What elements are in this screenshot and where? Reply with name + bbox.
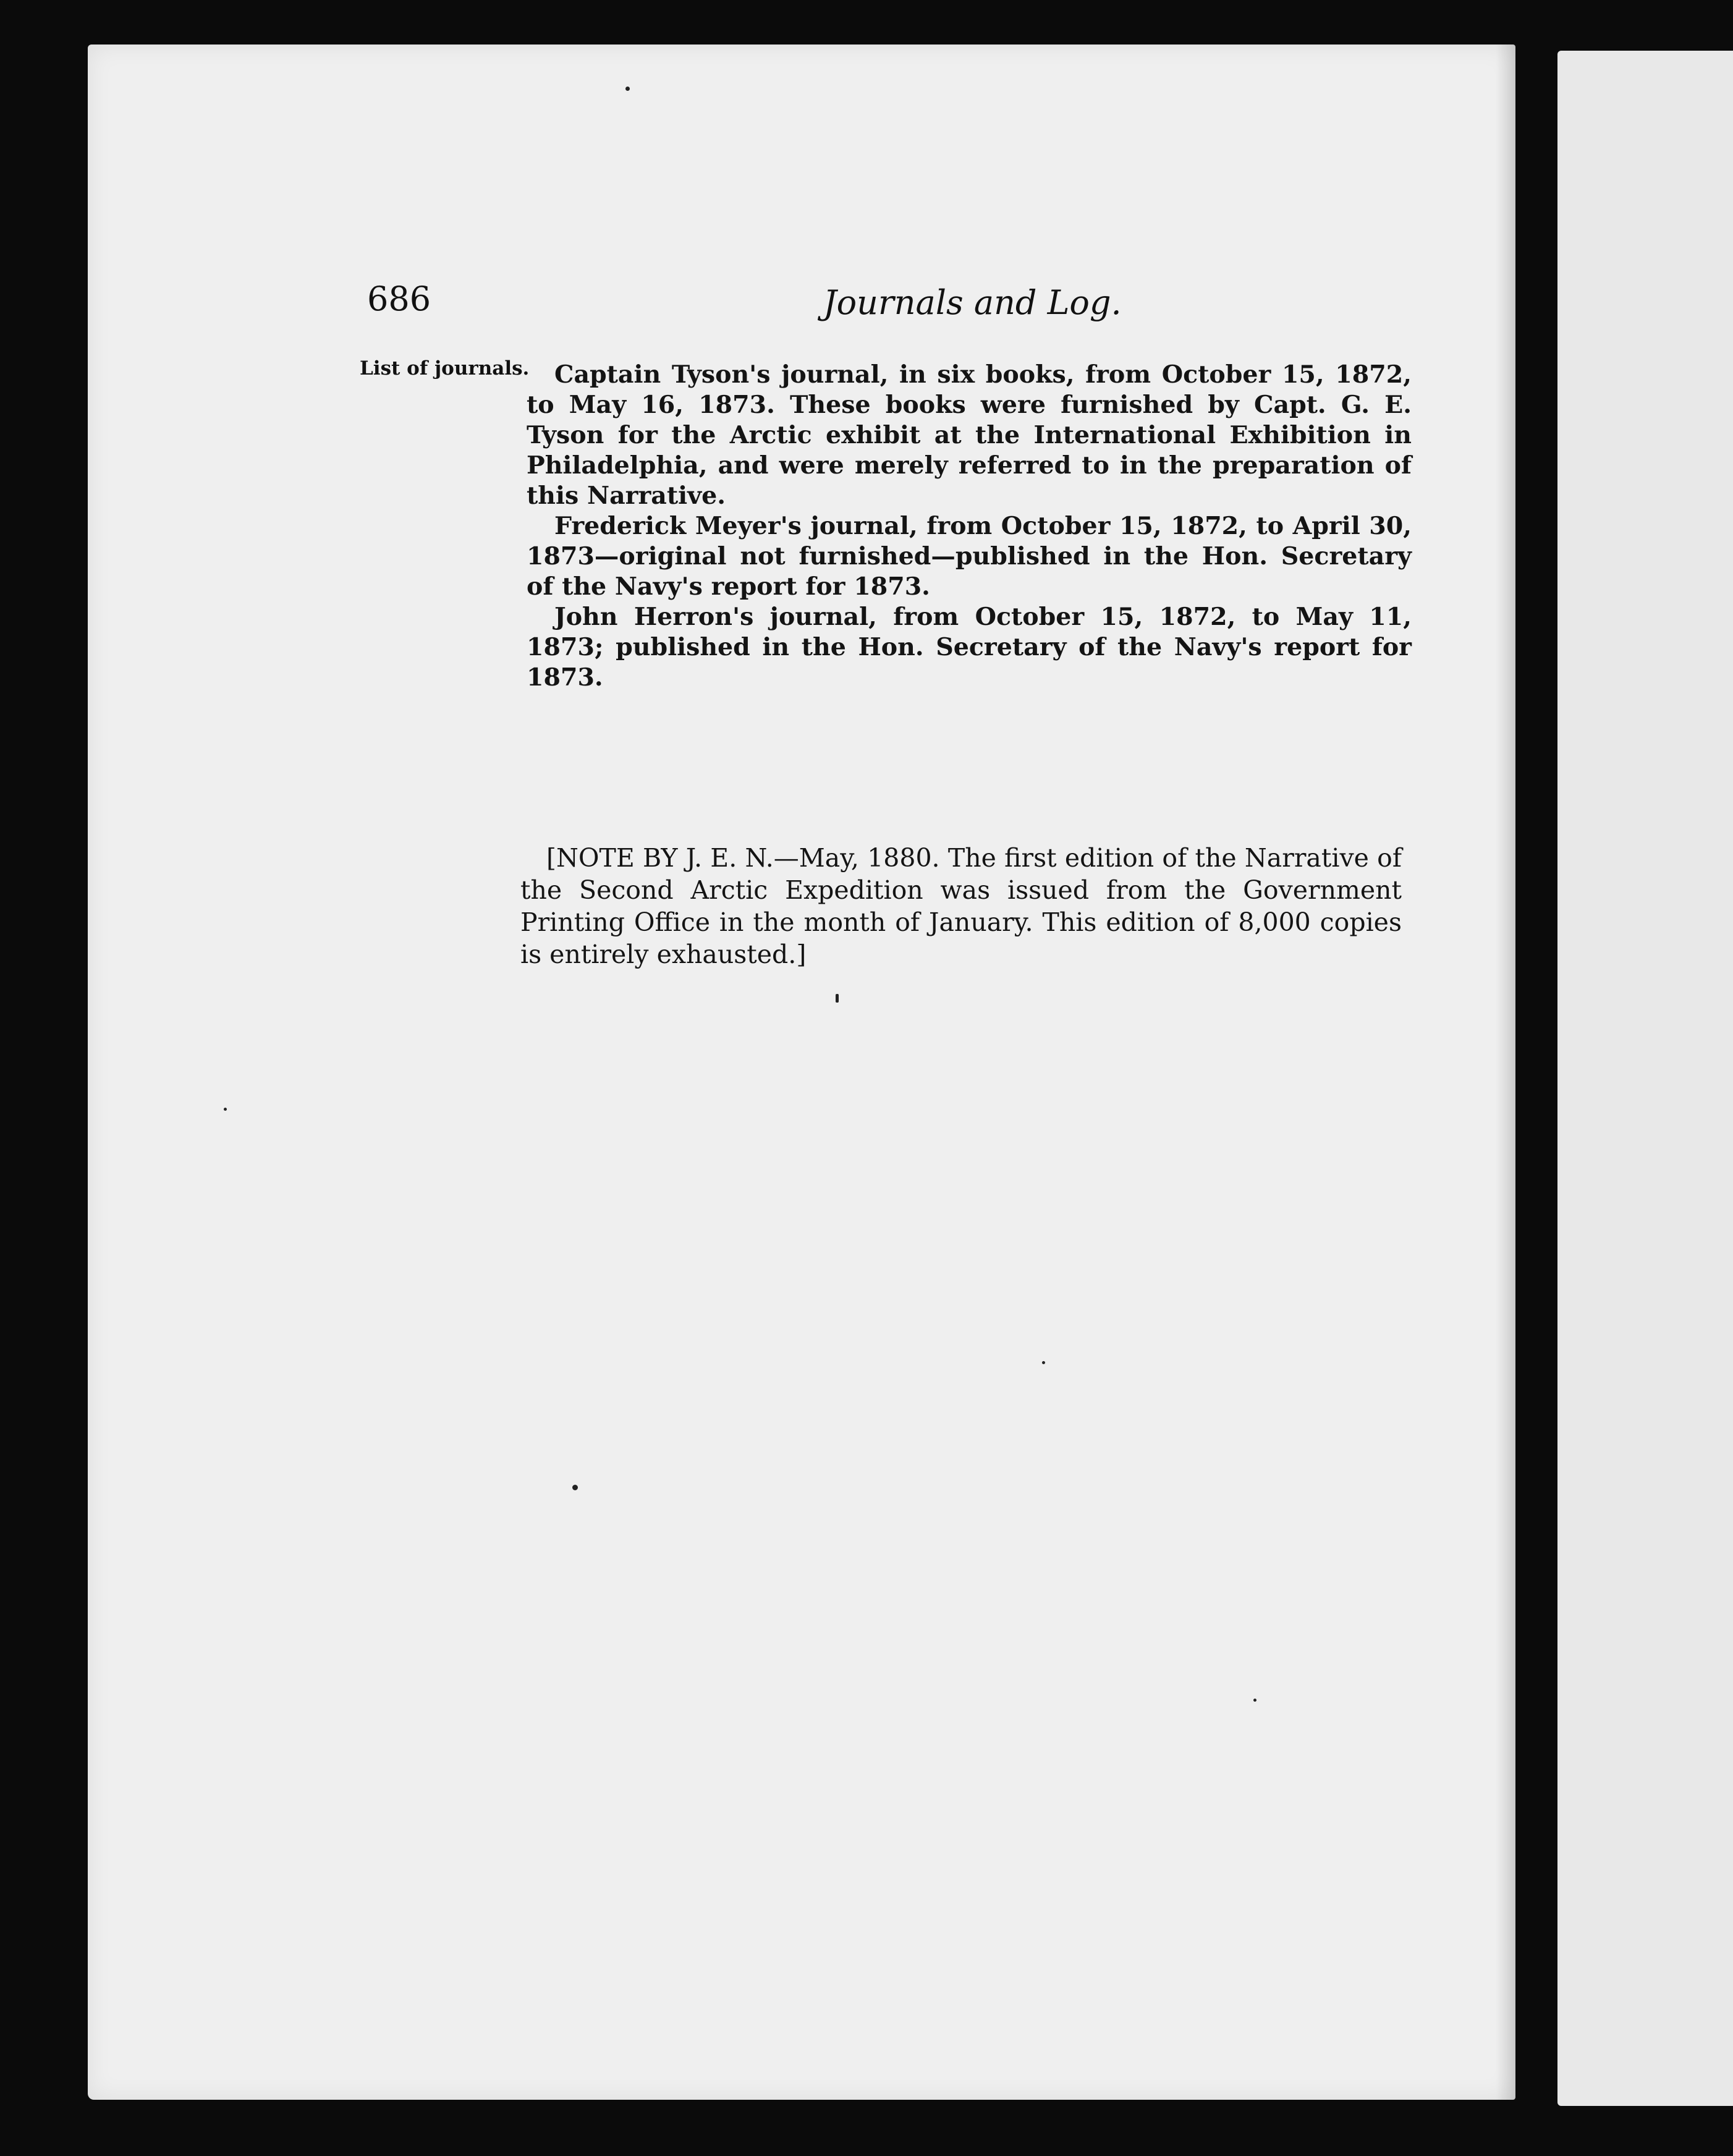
- scan-speck: [224, 1108, 227, 1111]
- margin-note: List of journals.: [360, 357, 530, 380]
- scan-speck: [1042, 1361, 1045, 1364]
- book-page: [88, 45, 1515, 2100]
- page-fold-shadow: [1496, 45, 1515, 2100]
- editor-note: [520, 842, 1402, 970]
- facing-page-edge: [1557, 51, 1733, 2106]
- journals-list: [527, 360, 1412, 693]
- paragraph-herron-journal: John Herron's journal, from October 15, 1872, to May 11, 1873; published in the Hon. Secretary of the Navy's report for 1873.: [527, 603, 1412, 692]
- editor-note-text: [NOTE BY J. E. N.—May, 1880. The first edition of the Narrative of the Second Arctic Expedition was issued from the Government Printing Office in the month of January. This edition of 8,000 copies is entirely exhausted.]: [520, 843, 1402, 969]
- scan-speck: [572, 1485, 578, 1490]
- scan-speck: [836, 994, 839, 1003]
- scan-speck: [625, 87, 630, 91]
- paragraph-tyson-journal: Captain Tyson's journal, in six books, from October 15, 1872, to May 16, 1873. These books were furnished by Capt. G. E. Tyson for the Arctic exhibit at the International Exhibition in Philadelphia, and were merely referred to in the preparation of this Narrative.: [527, 360, 1412, 510]
- scan-speck: [1253, 1699, 1256, 1702]
- running-title: Journals and Log.: [823, 283, 1122, 322]
- paragraph-meyer-journal: Frederick Meyer's journal, from October 15, 1872, to April 30, 1873—original not furnished—published in the Hon. Secretary of the Navy's report for 1873.: [527, 512, 1412, 601]
- page-number: 686: [367, 279, 431, 318]
